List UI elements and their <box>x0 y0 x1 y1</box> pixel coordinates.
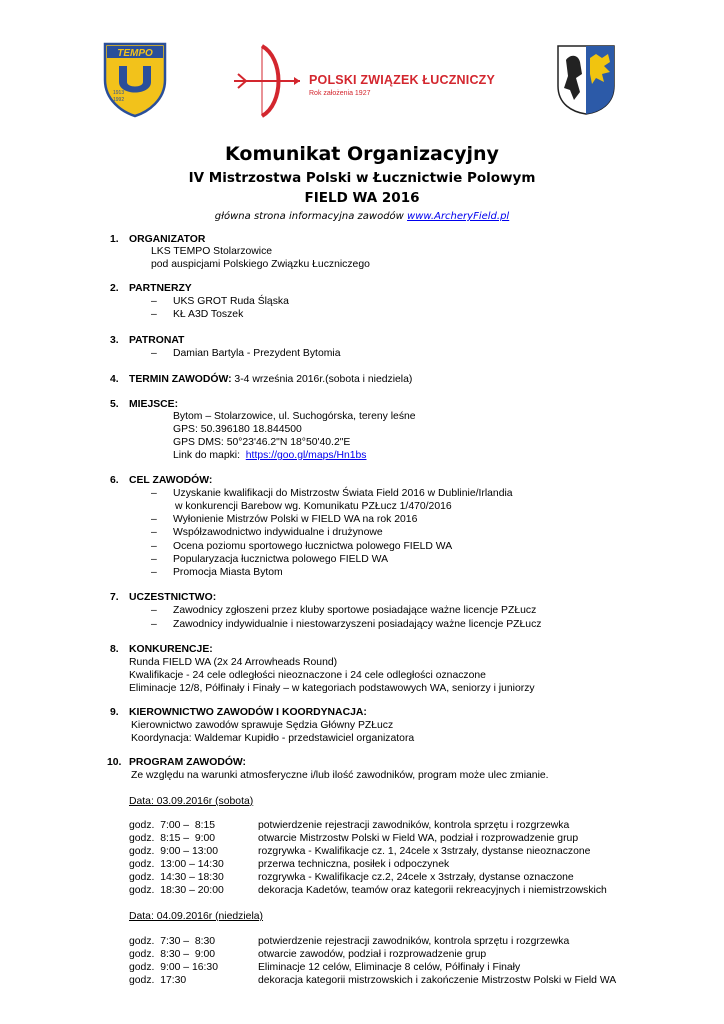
bullet-dash: – <box>151 567 157 578</box>
bullet-dash: – <box>151 541 157 552</box>
map-label: Link do mapki: <box>173 450 246 461</box>
schedule-time: godz. 9:00 – 16:30 <box>129 962 218 973</box>
info-link[interactable]: www.ArcheryField.pl <box>407 211 510 222</box>
list-item: Zawodnicy indywidualnie i niestowarzyszeni posiadający ważne licencje PZŁucz <box>173 619 542 630</box>
list-item: Promocja Miasta Bytom <box>173 567 283 578</box>
schedule-time: godz. 8:30 – 9:00 <box>129 949 216 960</box>
svg-text:1992: 1992 <box>113 97 125 103</box>
schedule-time: godz. 13:00 – 14:30 <box>129 859 224 870</box>
location-address: Bytom – Stolarzowice, ul. Suchogórska, tereny leśne <box>173 411 416 422</box>
map-link[interactable]: https://goo.gl/maps/Hn1bs <box>245 450 367 461</box>
section-title-program: PROGRAM ZAWODÓW: <box>129 757 246 768</box>
schedule-time: godz. 18:30 – 20:00 <box>129 885 224 896</box>
list-item: Damian Bartyla - Prezydent Bytomia <box>173 348 341 359</box>
pzl-founded: Rok założenia 1927 <box>309 90 371 97</box>
schedule-time: godz. 7:00 – 8:15 <box>129 820 216 831</box>
section-title-partnerzy: PARTNERZY <box>129 283 192 294</box>
schedule-time: godz. 17:30 <box>129 975 187 986</box>
location-gps: GPS: 50.396180 18.844500 <box>173 424 302 435</box>
location-map <box>173 450 367 461</box>
schedule-day-label: Data: 04.09.2016r (niedziela) <box>129 911 264 922</box>
bullet-dash: – <box>151 554 157 565</box>
section-termin <box>129 374 412 385</box>
section-title-konkurencje: KONKURENCJE: <box>129 644 213 655</box>
pzl-name: POLSKI ZWIĄZEK ŁUCZNICZY <box>309 73 496 87</box>
bullet-dash: – <box>151 309 157 320</box>
program-note: Ze względu na warunki atmosferyczne i/lub ilość zawodników, program może ulec zmianie. <box>131 770 549 781</box>
schedule-desc: rozgrywka - Kwalifikacje cz.2, 24cele x 3strzały, dystanse oznaczone <box>258 872 574 883</box>
section-number: 4. <box>110 374 119 385</box>
schedule-desc: rozgrywka - Kwalifikacje cz. 1, 24cele x 3strzały, dystanse nieoznaczone <box>258 846 591 857</box>
section-number: 1. <box>110 234 119 245</box>
document-subtitle-2: FIELD WA 2016 <box>304 190 420 206</box>
section-title-miejsce: MIEJSCE: <box>129 399 179 410</box>
svg-text:1913: 1913 <box>113 90 125 96</box>
section-title-organizator: ORGANIZATOR <box>129 234 206 245</box>
section-line: Kwalifikacje - 24 cele odległości nieoznaczone i 24 cele odległości oznaczone <box>129 670 486 681</box>
section-number: 6. <box>110 475 119 486</box>
info-line <box>0 211 724 222</box>
section-number: 3. <box>110 335 119 346</box>
section-line: Kierownictwo zawodów sprawuje Sędzia Główny PZŁucz <box>131 720 394 731</box>
schedule-day-label: Data: 03.09.2016r (sobota) <box>129 796 254 807</box>
schedule-desc: potwierdzenie rejestracji zawodników, kontrola sprzętu i rozgrzewka <box>258 936 570 947</box>
list-item: Zawodnicy zgłoszeni przez kluby sportowe posiadające ważne licencje PZŁucz <box>173 605 537 616</box>
bullet-dash: – <box>151 514 157 525</box>
section-title-kierownictwo: KIEROWNICTWO ZAWODÓW I KOORDYNACJA: <box>129 707 367 718</box>
list-item-continuation: w konkurencji Barebow wg. Komunikatu PZŁucz 1/470/2016 <box>175 501 452 512</box>
bullet-dash: – <box>151 619 157 630</box>
section-number: 5. <box>110 399 119 410</box>
schedule-time: godz. 7:30 – 8:30 <box>129 936 216 947</box>
tempo-logo-text: TEMPO <box>117 48 153 59</box>
section-number: 7. <box>110 592 119 603</box>
schedule-time: godz. 9:00 – 13:00 <box>129 846 218 857</box>
schedule-desc: Eliminacje 12 celów, Eliminacje 8 celów, Półfinały i Finały <box>258 962 521 973</box>
section-line: LKS TEMPO Stolarzowice <box>151 246 273 257</box>
section-number: 2. <box>110 283 119 294</box>
tempo-club-logo <box>102 40 168 118</box>
section-number: 9. <box>110 707 119 718</box>
document-subtitle: IV Mistrzostwa Polski w Łucznictwie Polowym <box>188 170 536 186</box>
list-item: Ocena poziomu sportowego łucznictwa polowego FIELD WA <box>173 541 453 552</box>
schedule-desc: potwierdzenie rejestracji zawodników, kontrola sprzętu i rozgrzewka <box>258 820 570 831</box>
section-title-uczestnictwo: UCZESTNICTWO: <box>129 592 217 603</box>
termin-date: 3-4 września 2016r.(sobota i niedziela) <box>231 374 413 385</box>
section-line: pod auspicjami Polskiego Związku Łuczniczego <box>151 259 370 270</box>
city-coat-of-arms <box>556 44 616 116</box>
section-line: Koordynacja: Waldemar Kupidło - przedstawiciel organizatora <box>131 733 415 744</box>
schedule-desc: otwarcie Mistrzostw Polski w Field WA, podział i rozprowadzenie grup <box>258 833 579 844</box>
schedule-time: godz. 14:30 – 18:30 <box>129 872 224 883</box>
schedule-desc: dekoracja Kadetów, teamów oraz kategorii rekreacyjnych i niemistrzowskich <box>258 885 607 896</box>
pzl-bow-logo <box>232 44 302 118</box>
section-line: Eliminacje 12/8, Półfinały i Finały – w kategoriach podstawowych WA, seniorzy i juniorzy <box>129 683 535 694</box>
section-number: 10. <box>107 757 122 768</box>
bullet-dash: – <box>151 527 157 538</box>
bullet-dash: – <box>151 605 157 616</box>
section-title-patronat: PATRONAT <box>129 335 185 346</box>
list-item: Współzawodnictwo indywidualne i drużynowe <box>173 527 383 538</box>
list-item: Popularyzacja łucznictwa polowego FIELD WA <box>173 554 389 565</box>
section-title-termin: TERMIN ZAWODÓW: <box>129 374 232 385</box>
section-number: 8. <box>110 644 119 655</box>
bullet-dash: – <box>151 488 157 499</box>
section-title-cel: CEL ZAWODÓW: <box>129 475 213 486</box>
schedule-time: godz. 8:15 – 9:00 <box>129 833 216 844</box>
info-prefix: główna strona informacyjna zawodów <box>214 211 404 222</box>
schedule-desc: przerwa techniczna, posiłek i odpoczynek <box>258 859 450 870</box>
section-line: Runda FIELD WA (2x 24 Arrowheads Round) <box>129 657 338 668</box>
list-item: UKS GROT Ruda Śląska <box>173 296 289 307</box>
schedule-desc: dekoracja kategorii mistrzowskich i zakończenie Mistrzostw Polski w Field WA <box>258 975 617 986</box>
list-item: Uzyskanie kwalifikacji do Mistrzostw Świata Field 2016 w Dublinie/Irlandia <box>173 488 513 499</box>
list-item: KŁ A3D Toszek <box>173 309 244 320</box>
bullet-dash: – <box>151 296 157 307</box>
list-item: Wyłonienie Mistrzów Polski w FIELD WA na rok 2016 <box>173 514 418 525</box>
location-gps-dms: GPS DMS: 50°23'46.2"N 18°50'40.2"E <box>173 437 351 448</box>
schedule-desc: otwarcie zawodów, podział i rozprowadzenie grup <box>258 949 487 960</box>
document-title: Komunikat Organizacyjny <box>225 143 499 165</box>
bullet-dash: – <box>151 348 157 359</box>
